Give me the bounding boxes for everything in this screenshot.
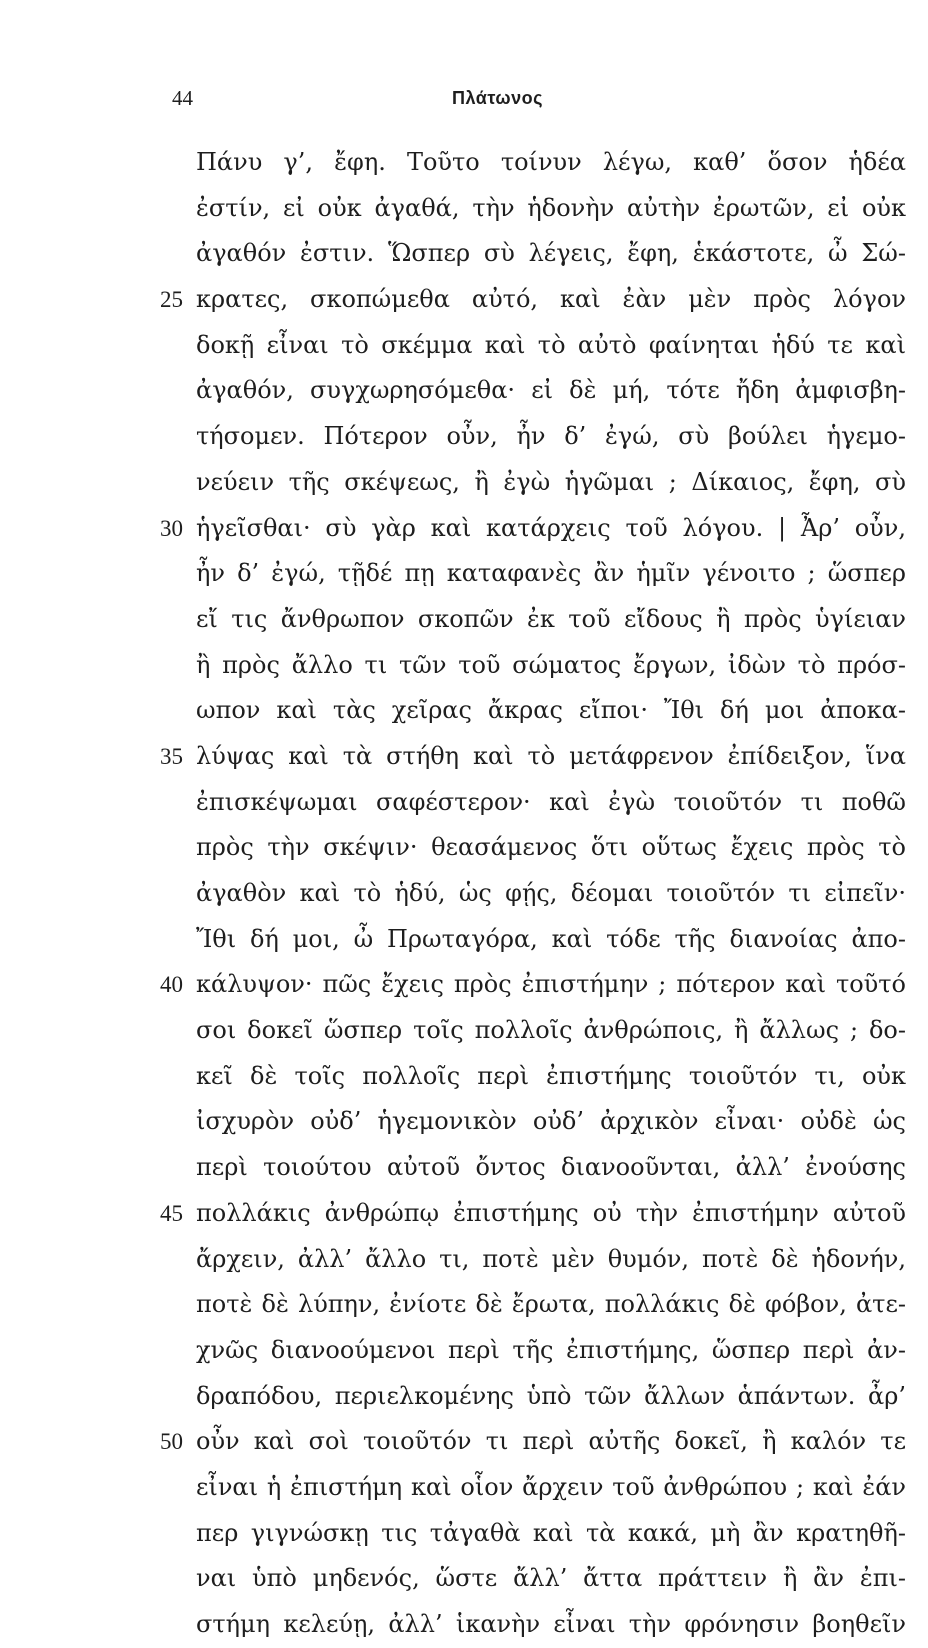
text-line	[0, 506, 928, 552]
line-text: ωπον καὶ τὰς χεῖρας ἄκρας εἴποι· Ἴθι δή μοι ἀποκα-	[196, 696, 906, 725]
line-text: ἐπισκέψωμαι σαφέστερον· καὶ ἐγὼ τοιοῦτόν τι ποθῶ	[196, 787, 906, 816]
running-title: Πλάτωνος	[452, 88, 543, 108]
line-text: ἀγαθόν ἐστιν. Ὥσπερ σὺ λέγεις, ἔφη, ἑκάστοτε, ὦ Σώ-	[196, 239, 906, 268]
line-text: δραπόδου, περιελκομένης ὑπὸ τῶν ἄλλων ἁπάντων. ἆρ’	[196, 1381, 906, 1410]
line-text: λύψας καὶ τὰ στήθη καὶ τὸ μετάφρενον ἐπίδειξον, ἵνα	[196, 741, 906, 770]
line-text: στήμη κελεύῃ, ἀλλ’ ἱκανὴν εἶναι τὴν φρόνησιν βοηθεῖν	[196, 1610, 906, 1638]
text-line	[0, 551, 928, 597]
text-line	[0, 825, 928, 871]
line-text: ποτὲ δὲ λύπην, ἐνίοτε δὲ ἔρωτα, πολλάκις δὲ φόβον, ἀτε-	[196, 1290, 906, 1319]
line-text: δοκῇ εἶναι τὸ σκέμμα καὶ τὸ αὐτὸ φαίνηται ἡδύ τε καὶ	[196, 330, 906, 359]
line-text: εἴ τις ἄνθρωπον σκοπῶν ἐκ τοῦ εἴδους ἢ πρὸς ὑγίειαν	[196, 604, 906, 633]
page-number: 44	[172, 86, 193, 110]
line-text: πολλάκις ἀνθρώπῳ ἐπιστήμης οὐ τὴν ἐπιστήμην αὐτοῦ	[196, 1198, 906, 1227]
line-text: ναι ὑπὸ μηδενός, ὥστε ἄλλ’ ἄττα πράττειν ἢ ἂν ἐπι-	[196, 1564, 906, 1593]
text-line	[0, 1237, 928, 1283]
line-text: ἡγεῖσθαι· σὺ γὰρ καὶ κατάρχεις τοῦ λόγου. | Ἆρ’ οὖν,	[196, 513, 906, 542]
line-text: ἐστίν, εἰ οὐκ ἀγαθά, τὴν ἡδονὴν αὐτὴν ἐρωτῶν, εἰ οὐκ	[196, 193, 906, 222]
text-line	[0, 1374, 928, 1420]
text-line	[0, 962, 928, 1008]
line-text: κεῖ δὲ τοῖς πολλοῖς περὶ ἐπιστήμης τοιοῦτόν τι, οὐκ	[196, 1061, 906, 1090]
text-line	[0, 1145, 928, 1191]
text-line	[0, 1191, 928, 1237]
line-text: ἢ πρὸς ἄλλο τι τῶν τοῦ σώματος ἔργων, ἰδὼν τὸ πρόσ-	[196, 650, 906, 679]
line-text: κάλυψον· πῶς ἔχεις πρὸς ἐπιστήμην ; πότερον καὶ τοῦτό	[196, 970, 906, 999]
line-text: κρατες, σκοπώμεθα αὐτό, καὶ ἐὰν μὲν πρὸς λόγον	[196, 285, 906, 314]
text-line	[0, 1465, 928, 1511]
text-line	[0, 186, 928, 232]
text-line	[0, 643, 928, 689]
line-number: 50	[160, 1429, 183, 1455]
text-line	[0, 368, 928, 414]
line-text: περ γιγνώσκῃ τις τἀγαθὰ καὶ τὰ κακά, μὴ ἂν κρατηθῆ-	[196, 1518, 906, 1547]
line-text: ἰσχυρὸν οὐδ’ ἡγεμονικὸν οὐδ’ ἀρχικὸν εἶναι· οὐδὲ ὡς	[196, 1107, 906, 1136]
text-line	[0, 231, 928, 277]
text-line	[0, 780, 928, 826]
line-number: 40	[160, 972, 183, 998]
line-number: 30	[160, 515, 183, 541]
line-text: Ἴθι δή μοι, ὦ Πρωταγόρα, καὶ τόδε τῆς διανοίας ἀπο-	[196, 924, 906, 953]
text-line	[0, 871, 928, 917]
line-text: ἀγαθόν, συγχωρησόμεθα· εἰ δὲ μή, τότε ἤδη ἀμφισβη-	[196, 376, 906, 405]
line-text: χνῶς διανοούμενοι περὶ τῆς ἐπιστήμης, ὥσπερ περὶ ἀν-	[196, 1335, 906, 1364]
line-number: 45	[160, 1200, 183, 1226]
text-line	[0, 734, 928, 780]
text-line	[0, 1328, 928, 1374]
text-line	[0, 140, 928, 186]
text-line	[0, 414, 928, 460]
line-text: περὶ τοιούτου αὐτοῦ ὄντος διανοοῦνται, ἀλλ’ ἐνούσης	[196, 1153, 906, 1182]
line-text: Πάνυ γ’, ἔφη. Τοῦτο τοίνυν λέγω, καθ’ ὅσον ἡδέα	[196, 148, 906, 176]
text-line	[0, 917, 928, 963]
page-header	[0, 86, 928, 116]
text-line	[0, 1556, 928, 1602]
line-number: 35	[160, 743, 183, 769]
text-line	[0, 688, 928, 734]
line-text: νεύειν τῆς σκέψεως, ἢ ἐγὼ ἡγῶμαι ; Δίκαιος, ἔφη, σὺ	[196, 467, 906, 496]
line-text: ἦν δ’ ἐγώ, τῇδέ πῃ καταφανὲς ἂν ἡμῖν γένοιτο ; ὥσπερ	[196, 559, 906, 588]
line-text: σοι δοκεῖ ὥσπερ τοῖς πολλοῖς ἀνθρώποις, ἢ ἄλλως ; δο-	[196, 1016, 906, 1045]
text-line	[0, 1282, 928, 1328]
text-line	[0, 1419, 928, 1465]
line-text: ἀγαθὸν καὶ τὸ ἡδύ, ὡς φῄς, δέομαι τοιοῦτόν τι εἰπεῖν·	[196, 879, 906, 907]
text-line	[0, 277, 928, 323]
text-line	[0, 323, 928, 369]
text-line	[0, 597, 928, 643]
text-line	[0, 1602, 928, 1648]
text-line	[0, 1008, 928, 1054]
text-line	[0, 1054, 928, 1100]
greek-text-body	[0, 140, 928, 1648]
line-text: τήσομεν. Πότερον οὖν, ἦν δ’ ἐγώ, σὺ βούλει ἡγεμο-	[196, 422, 906, 451]
line-text: οὖν καὶ σοὶ τοιοῦτόν τι περὶ αὐτῆς δοκεῖ, ἢ καλόν τε	[196, 1427, 906, 1456]
line-text: ἄρχειν, ἀλλ’ ἄλλο τι, ποτὲ μὲν θυμόν, ποτὲ δὲ ἡδονήν,	[196, 1244, 906, 1273]
line-number: 25	[160, 287, 183, 313]
line-text: εἶναι ἡ ἐπιστήμη καὶ οἷον ἄρχειν τοῦ ἀνθρώπου ; καὶ ἐάν	[196, 1472, 906, 1501]
line-text: πρὸς τὴν σκέψιν· θεασάμενος ὅτι οὕτως ἔχεις πρὸς τὸ	[196, 833, 906, 862]
text-line	[0, 460, 928, 506]
text-line	[0, 1099, 928, 1145]
text-line	[0, 1511, 928, 1557]
